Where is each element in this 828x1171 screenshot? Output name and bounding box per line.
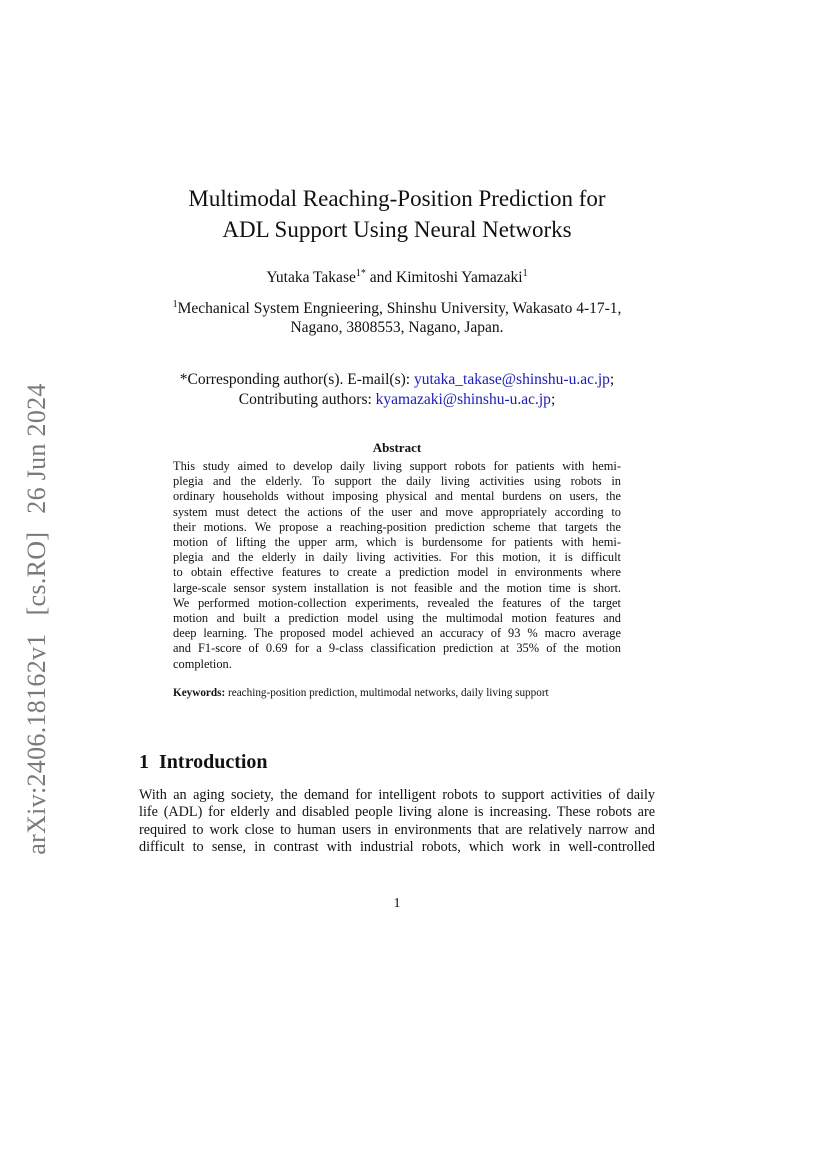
keywords-label: Keywords: (173, 687, 226, 699)
affiliation-marker: 1 (172, 299, 178, 310)
section-heading (139, 751, 268, 774)
arxiv-identifier-stamp (22, 365, 52, 854)
abstract-line: and F1-score of 0.69 for a 9-class classification prediction at 35% of the motion (173, 641, 621, 656)
arxiv-category: [cs.RO] (22, 531, 51, 616)
author-2-marks: 1 (522, 268, 528, 279)
section-title: Introduction (159, 751, 268, 773)
email-separator: ; (609, 371, 615, 388)
email-separator: ; (550, 391, 556, 408)
affiliation-line-1: Mechanical System Engnieering, Shinshu University, Wakasato 4-17-1, (177, 300, 622, 317)
arxiv-date: 26 Jun 2024 (22, 383, 51, 514)
abstract-line: plegia and the elderly in daily living activities. For this motion, it is difficult (173, 550, 621, 565)
abstract-line: This study aimed to develop daily living support robots for patients with hemi- (173, 459, 621, 473)
keywords (173, 686, 621, 700)
abstract-line: their motions. We propose a reaching-position prediction scheme that targets the (173, 519, 621, 534)
corresponding-email-link[interactable]: yutaka_takase@shinshu-u.ac.jp (413, 371, 610, 388)
keywords-text: reaching-position prediction, multimodal networks, daily living support (228, 687, 549, 699)
abstract-heading: Abstract (372, 440, 422, 455)
corresponding-author-prefix: *Corresponding author(s). E-mail(s): (179, 371, 411, 388)
author-list (100, 268, 694, 288)
paragraph-line: life (ADL) for elderly and disabled people living alone is increasing. These robots are (139, 804, 655, 821)
paper-title (100, 183, 694, 245)
abstract-line: large-scale sensor system installation is not feasible and the motion time is short. (173, 580, 621, 595)
abstract-text (173, 459, 621, 672)
affiliation-line-2: Nagano, 3808553, Nagano, Japan. (290, 319, 504, 336)
contact-info (100, 370, 694, 410)
contributing-authors-prefix: Contributing authors: (238, 391, 372, 408)
contributing-authors-line (100, 390, 694, 410)
paragraph-line: difficult to sense, in contrast with industrial robots, which work in well-controlled (139, 839, 655, 856)
abstract-line: ordinary households without imposing physical and mental burdens on users, the (173, 489, 621, 504)
author-1-name: Yutaka Takase (266, 269, 356, 286)
abstract-line: system must detect the actions of the user and move appropriately according to (173, 504, 621, 519)
arxiv-id: arXiv:2406.18162v1 (22, 633, 51, 855)
introduction-text (139, 787, 655, 857)
title-line-2: ADL Support Using Neural Networks (222, 217, 572, 242)
abstract-line: motion and built a prediction model using the multimodal motion features and (173, 611, 621, 626)
affiliation (100, 299, 694, 337)
contributing-email-link[interactable]: kyamazaki@shinshu-u.ac.jp (375, 391, 551, 408)
abstract-line: motion of lifting the upper arm, which is burdensome for patients with hemi- (173, 535, 621, 550)
title-line-1: Multimodal Reaching-Position Prediction for (188, 186, 606, 211)
page-number: 1 (393, 896, 401, 911)
author-2-name: Kimitoshi Yamazaki (396, 269, 523, 286)
author-conjunction: and (369, 269, 393, 286)
section-number: 1 (139, 751, 149, 773)
abstract-line: deep learning. The proposed model achieved an accuracy of 93 % macro average (173, 626, 621, 641)
corresponding-author-line (100, 370, 694, 390)
abstract-line: We performed motion-collection experiments, revealed the features of the target (173, 595, 621, 610)
abstract-line: to obtain effective features to create a prediction model in environments where (173, 565, 621, 580)
paragraph-line: With an aging society, the demand for intelligent robots to support activities of daily (139, 787, 655, 803)
paragraph-line: required to work close to human users in environments that are relatively narrow and (139, 821, 655, 838)
abstract-line: plegia and the elderly. To support the daily living activities using robots in (173, 474, 621, 489)
author-1-marks: 1* (355, 268, 366, 279)
abstract-line: completion. (173, 656, 232, 671)
